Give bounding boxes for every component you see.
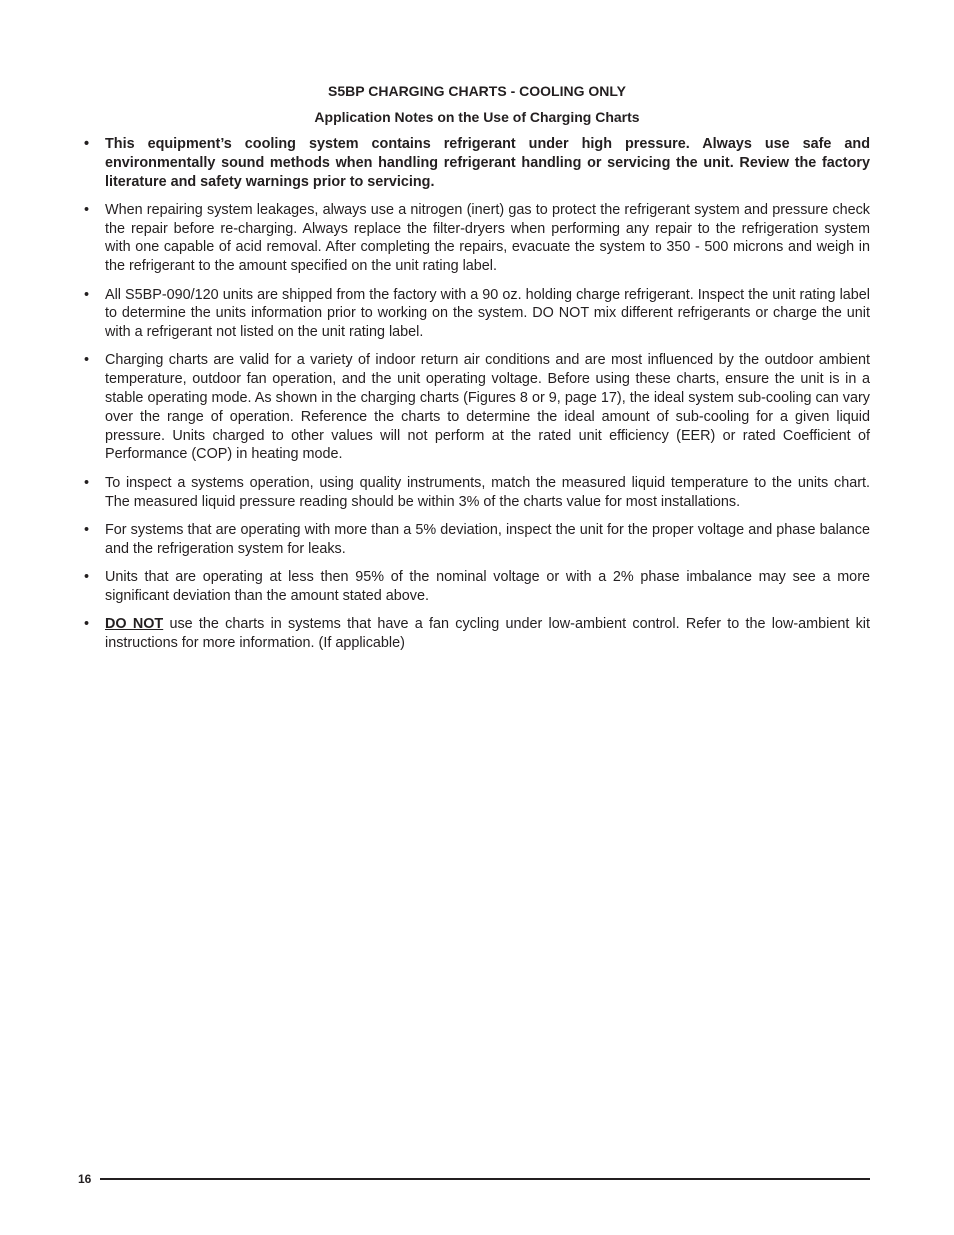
bullet-icon: •	[84, 568, 90, 585]
bullet-icon: •	[84, 474, 90, 491]
bullet-icon: •	[84, 136, 90, 152]
note-item	[84, 615, 870, 653]
note-item	[84, 201, 870, 276]
note-text: This equipment’s cooling system contains refrigerant under high pressure. Always use safe and environmentally sound methods when handling refrigerant handling or servicing the unit. Review the factory literature and safety warnings prior to servicing.	[105, 136, 870, 190]
note-item	[84, 521, 870, 559]
note-text: When repairing system leakages, always use a nitrogen (inert) gas to protect the refrigerant system and pressure check the repair before re-charging. Always replace the filter-dryers when performing any repair to the refrigeration system with one capable of acid removal. After completing the repairs, evacuate the system to 350 - 500 microns and weigh in the refrigerant to the amount specified on the unit rating label.	[105, 201, 870, 275]
note-text: All S5BP-090/120 units are shipped from the factory with a 90 oz. holding charge refrigerant. Inspect the unit rating label to determine the units information prior to working on the system. DO NOT mix different refrigerants or charge the unit with a refrigerant not listed on the unit rating label.	[105, 286, 870, 341]
note-item	[84, 568, 870, 606]
note-text: use the charts in systems that have a fan cycling under low-ambient control. Refer to the low-ambient kit instructions for more information. (If applicable)	[105, 616, 870, 651]
note-text: For systems that are operating with more than a 5% deviation, inspect the unit for the proper voltage and phase balance and the refrigeration system for leaks.	[105, 521, 870, 557]
note-item	[84, 351, 870, 464]
bullet-icon: •	[84, 201, 90, 218]
note-emphasis: DO NOT	[105, 616, 164, 633]
note-text: To inspect a systems operation, using quality instruments, match the measured liquid temperature to the units chart. The measured liquid pressure reading should be within 3% of the charts value for most installations.	[105, 474, 870, 510]
bullet-icon: •	[84, 352, 90, 369]
page-subtitle: Application Notes on the Use of Charging Charts	[314, 109, 640, 125]
note-item	[84, 474, 870, 512]
bullet-icon: •	[84, 286, 90, 303]
note-item	[84, 135, 870, 191]
application-notes-list	[84, 135, 870, 662]
bullet-icon: •	[84, 616, 90, 633]
note-text: Charging charts are valid for a variety of indoor return air conditions and are most influenced by the outdoor ambient temperature, outdoor fan operation, and the unit operating voltage. Before using these charts, ensure the unit is in a stable operating mode. As shown in the charging charts (Figures 8 or 9, page 17), the ideal system sub-cooling can vary over the range of operation. Reference the charts to determine the ideal amount of sub-cooling for a given liquid pressure. Units charged to other values will not perform at the rated unit efficiency (EER) or rated Coefficient of Performance (COP) in heating mode.	[105, 352, 870, 463]
bullet-icon: •	[84, 521, 90, 538]
page-title: S5BP CHARGING CHARTS - COOLING ONLY	[328, 83, 626, 99]
note-item	[84, 286, 870, 342]
page-number: 16	[78, 1172, 92, 1186]
note-text: Units that are operating at less then 95% of the nominal voltage or with a 2% phase imbalance may see a more significant deviation than the amount stated above.	[105, 568, 870, 604]
footer-divider	[100, 1178, 870, 1180]
